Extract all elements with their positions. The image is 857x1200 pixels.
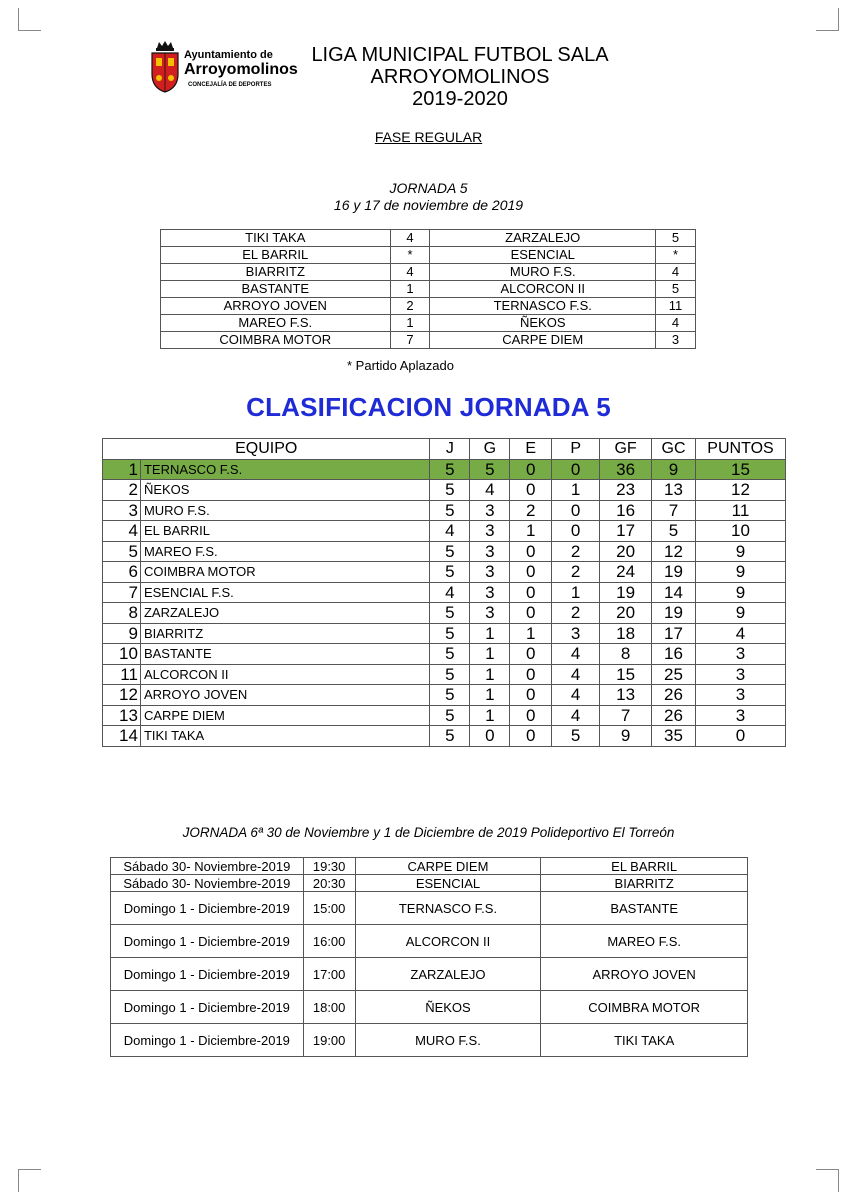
home-team: ÑEKOS	[355, 991, 541, 1024]
home-team: MURO F.S.	[355, 1024, 541, 1057]
away-team: ÑEKOS	[430, 315, 656, 332]
home-score: 7	[390, 332, 430, 349]
won: 3	[470, 521, 510, 542]
played: 5	[430, 726, 470, 747]
won: 4	[470, 480, 510, 501]
away-score: *	[656, 247, 696, 264]
played: 5	[430, 685, 470, 706]
title-line-1: LIGA MUNICIPAL FUTBOL SALA	[311, 44, 609, 66]
position: 8	[103, 603, 141, 624]
played: 4	[430, 521, 470, 542]
standings-row	[103, 582, 786, 603]
match-time: 20:30	[303, 875, 355, 892]
home-score: *	[390, 247, 430, 264]
away-team: ZARZALEJO	[430, 230, 656, 247]
away-score: 5	[656, 281, 696, 298]
position: 14	[103, 726, 141, 747]
result-row	[161, 332, 696, 349]
team-name: BIARRITZ	[140, 623, 429, 644]
header-e: E	[510, 439, 552, 460]
lost: 2	[552, 562, 600, 583]
fase-heading: FASE REGULAR	[374, 129, 483, 145]
played: 5	[430, 562, 470, 583]
lost: 4	[552, 644, 600, 665]
position: 6	[103, 562, 141, 583]
goals-for: 17	[600, 521, 652, 542]
points: 3	[695, 705, 785, 726]
drawn: 0	[510, 644, 552, 665]
won: 0	[470, 726, 510, 747]
away-score: 4	[656, 315, 696, 332]
position: 3	[103, 500, 141, 521]
played: 5	[430, 459, 470, 480]
match-row	[111, 958, 748, 991]
played: 4	[430, 582, 470, 603]
standings-row	[103, 500, 786, 521]
played: 5	[430, 480, 470, 501]
header-puntos: PUNTOS	[695, 439, 785, 460]
drawn: 0	[510, 664, 552, 685]
lost: 2	[552, 541, 600, 562]
team-name: ESENCIAL F.S.	[140, 582, 429, 603]
away-score: 5	[656, 230, 696, 247]
lost: 5	[552, 726, 600, 747]
position: 2	[103, 480, 141, 501]
played: 5	[430, 664, 470, 685]
won: 1	[470, 623, 510, 644]
home-score: 1	[390, 315, 430, 332]
goals-for: 18	[600, 623, 652, 644]
title-line-2: ARROYOMOLINOS	[370, 66, 550, 88]
standings-table	[102, 438, 786, 747]
points: 9	[695, 582, 785, 603]
goals-for: 19	[600, 582, 652, 603]
drawn: 0	[510, 603, 552, 624]
team-name: CARPE DIEM	[140, 705, 429, 726]
position: 11	[103, 664, 141, 685]
jornada6-title: JORNADA 6ª 30 de Noviembre y 1 de Diciembre de 2019 Polideportivo El Torreón	[182, 825, 675, 840]
won: 1	[470, 685, 510, 706]
points: 10	[695, 521, 785, 542]
jornada5-title: JORNADA 5	[389, 180, 468, 196]
position: 5	[103, 541, 141, 562]
played: 5	[430, 623, 470, 644]
team-name: MAREO F.S.	[140, 541, 429, 562]
won: 3	[470, 562, 510, 583]
match-date: Sábado 30- Noviembre-2019	[111, 858, 304, 875]
goals-for: 13	[600, 685, 652, 706]
goals-for: 16	[600, 500, 652, 521]
team-name: EL BARRIL	[140, 521, 429, 542]
away-team: ESENCIAL	[430, 247, 656, 264]
result-row	[161, 281, 696, 298]
standings-row	[103, 541, 786, 562]
standings-row	[103, 664, 786, 685]
points: 9	[695, 562, 785, 583]
goals-against: 16	[652, 644, 696, 665]
lost: 1	[552, 582, 600, 603]
ayuntamiento-logo	[148, 36, 298, 100]
won: 3	[470, 582, 510, 603]
standings-header-row	[103, 439, 786, 460]
logo-line-2: Arroyomolinos	[184, 61, 298, 78]
away-score: 4	[656, 264, 696, 281]
goals-for: 24	[600, 562, 652, 583]
header-gc: GC	[652, 439, 696, 460]
home-team: BIARRITZ	[161, 264, 391, 281]
match-date: Sábado 30- Noviembre-2019	[111, 875, 304, 892]
away-team: MAREO F.S.	[541, 925, 748, 958]
match-date: Domingo 1 - Diciembre-2019	[111, 958, 304, 991]
lost: 0	[552, 521, 600, 542]
results-table	[160, 229, 696, 349]
result-row	[161, 298, 696, 315]
header-g: G	[470, 439, 510, 460]
lost: 2	[552, 603, 600, 624]
position: 7	[103, 582, 141, 603]
away-team: BASTANTE	[541, 892, 748, 925]
match-row	[111, 925, 748, 958]
won: 5	[470, 459, 510, 480]
drawn: 0	[510, 685, 552, 706]
team-name: ÑEKOS	[140, 480, 429, 501]
header-j: J	[430, 439, 470, 460]
away-team: ARROYO JOVEN	[541, 958, 748, 991]
drawn: 1	[510, 521, 552, 542]
result-row	[161, 264, 696, 281]
lost: 4	[552, 664, 600, 685]
drawn: 0	[510, 459, 552, 480]
played: 5	[430, 500, 470, 521]
drawn: 0	[510, 541, 552, 562]
away-score: 11	[656, 298, 696, 315]
standings-row	[103, 562, 786, 583]
position: 9	[103, 623, 141, 644]
home-team: MAREO F.S.	[161, 315, 391, 332]
drawn: 0	[510, 480, 552, 501]
lost: 0	[552, 500, 600, 521]
crop-mark-top-left	[18, 8, 41, 31]
played: 5	[430, 644, 470, 665]
goals-against: 13	[652, 480, 696, 501]
points: 9	[695, 541, 785, 562]
won: 1	[470, 664, 510, 685]
team-name: ZARZALEJO	[140, 603, 429, 624]
home-team: COIMBRA MOTOR	[161, 332, 391, 349]
home-score: 4	[390, 230, 430, 247]
goals-against: 7	[652, 500, 696, 521]
match-row	[111, 858, 748, 875]
lost: 0	[552, 459, 600, 480]
goals-against: 19	[652, 562, 696, 583]
crop-mark-bottom-right	[816, 1169, 839, 1192]
away-team: EL BARRIL	[541, 858, 748, 875]
points: 3	[695, 664, 785, 685]
team-name: TERNASCO F.S.	[140, 459, 429, 480]
match-date: Domingo 1 - Diciembre-2019	[111, 892, 304, 925]
standings-row	[103, 521, 786, 542]
home-score: 1	[390, 281, 430, 298]
goals-against: 35	[652, 726, 696, 747]
away-score: 3	[656, 332, 696, 349]
team-name: ALCORCON II	[140, 664, 429, 685]
drawn: 2	[510, 500, 552, 521]
goals-against: 19	[652, 603, 696, 624]
team-name: MURO F.S.	[140, 500, 429, 521]
points: 12	[695, 480, 785, 501]
logo-line-1: Ayuntamiento de	[184, 49, 273, 61]
points: 15	[695, 459, 785, 480]
standings-row	[103, 685, 786, 706]
standings-row	[103, 603, 786, 624]
standings-row	[103, 705, 786, 726]
crop-mark-top-right	[816, 8, 839, 31]
team-name: ARROYO JOVEN	[140, 685, 429, 706]
goals-against: 25	[652, 664, 696, 685]
team-name: COIMBRA MOTOR	[140, 562, 429, 583]
header-equipo: EQUIPO	[103, 439, 430, 460]
match-time: 18:00	[303, 991, 355, 1024]
standings-row	[103, 726, 786, 747]
won: 3	[470, 603, 510, 624]
clasificacion-title: CLASIFICACION JORNADA 5	[246, 392, 611, 422]
team-name: BASTANTE	[140, 644, 429, 665]
goals-for: 8	[600, 644, 652, 665]
match-date: Domingo 1 - Diciembre-2019	[111, 1024, 304, 1057]
match-time: 19:30	[303, 858, 355, 875]
goals-for: 20	[600, 603, 652, 624]
home-team: TIKI TAKA	[161, 230, 391, 247]
goals-against: 26	[652, 705, 696, 726]
goals-for: 36	[600, 459, 652, 480]
result-row	[161, 315, 696, 332]
home-team: CARPE DIEM	[355, 858, 541, 875]
away-team: TIKI TAKA	[541, 1024, 748, 1057]
result-row	[161, 247, 696, 264]
home-team: ALCORCON II	[355, 925, 541, 958]
match-time: 15:00	[303, 892, 355, 925]
goals-against: 12	[652, 541, 696, 562]
goals-for: 20	[600, 541, 652, 562]
aplazado-note: * Partido Aplazado	[347, 358, 454, 373]
won: 3	[470, 500, 510, 521]
match-row	[111, 875, 748, 892]
lost: 4	[552, 685, 600, 706]
points: 9	[695, 603, 785, 624]
standings-row	[103, 459, 786, 480]
header-p: P	[552, 439, 600, 460]
result-row	[161, 230, 696, 247]
drawn: 0	[510, 726, 552, 747]
standings-row	[103, 644, 786, 665]
match-row	[111, 892, 748, 925]
goals-for: 23	[600, 480, 652, 501]
document-title	[260, 44, 660, 110]
position: 1	[103, 459, 141, 480]
position: 12	[103, 685, 141, 706]
match-row	[111, 991, 748, 1024]
home-team: ZARZALEJO	[355, 958, 541, 991]
coat-of-arms-icon	[148, 40, 182, 94]
match-row	[111, 1024, 748, 1057]
goals-against: 26	[652, 685, 696, 706]
home-team: BASTANTE	[161, 281, 391, 298]
goals-for: 9	[600, 726, 652, 747]
goals-against: 14	[652, 582, 696, 603]
lost: 4	[552, 705, 600, 726]
header-gf: GF	[600, 439, 652, 460]
won: 1	[470, 705, 510, 726]
away-team: ALCORCON II	[430, 281, 656, 298]
lost: 1	[552, 480, 600, 501]
position: 10	[103, 644, 141, 665]
match-date: Domingo 1 - Diciembre-2019	[111, 991, 304, 1024]
points: 0	[695, 726, 785, 747]
title-line-3: 2019-2020	[412, 88, 508, 110]
away-team: BIARRITZ	[541, 875, 748, 892]
points: 11	[695, 500, 785, 521]
position: 4	[103, 521, 141, 542]
drawn: 0	[510, 582, 552, 603]
won: 1	[470, 644, 510, 665]
away-team: MURO F.S.	[430, 264, 656, 281]
home-score: 2	[390, 298, 430, 315]
goals-for: 15	[600, 664, 652, 685]
played: 5	[430, 705, 470, 726]
played: 5	[430, 541, 470, 562]
home-team: EL BARRIL	[161, 247, 391, 264]
standings-row	[103, 480, 786, 501]
jornada5-date: 16 y 17 de noviembre de 2019	[333, 197, 524, 213]
drawn: 0	[510, 705, 552, 726]
away-team: COIMBRA MOTOR	[541, 991, 748, 1024]
match-date: Domingo 1 - Diciembre-2019	[111, 925, 304, 958]
goals-against: 9	[652, 459, 696, 480]
match-time: 19:00	[303, 1024, 355, 1057]
match-time: 16:00	[303, 925, 355, 958]
away-team: TERNASCO F.S.	[430, 298, 656, 315]
schedule-table	[110, 857, 748, 1057]
lost: 3	[552, 623, 600, 644]
played: 5	[430, 603, 470, 624]
points: 3	[695, 685, 785, 706]
won: 3	[470, 541, 510, 562]
position: 13	[103, 705, 141, 726]
team-name: TIKI TAKA	[140, 726, 429, 747]
home-team: TERNASCO F.S.	[355, 892, 541, 925]
drawn: 0	[510, 562, 552, 583]
drawn: 1	[510, 623, 552, 644]
home-score: 4	[390, 264, 430, 281]
goals-against: 17	[652, 623, 696, 644]
match-time: 17:00	[303, 958, 355, 991]
home-team: ARROYO JOVEN	[161, 298, 391, 315]
away-team: CARPE DIEM	[430, 332, 656, 349]
home-team: ESENCIAL	[355, 875, 541, 892]
goals-against: 5	[652, 521, 696, 542]
goals-for: 7	[600, 705, 652, 726]
points: 4	[695, 623, 785, 644]
standings-row	[103, 623, 786, 644]
logo-line-3: CONCEJALÍA DE DEPORTES	[188, 82, 272, 88]
crop-mark-bottom-left	[18, 1169, 41, 1192]
points: 3	[695, 644, 785, 665]
